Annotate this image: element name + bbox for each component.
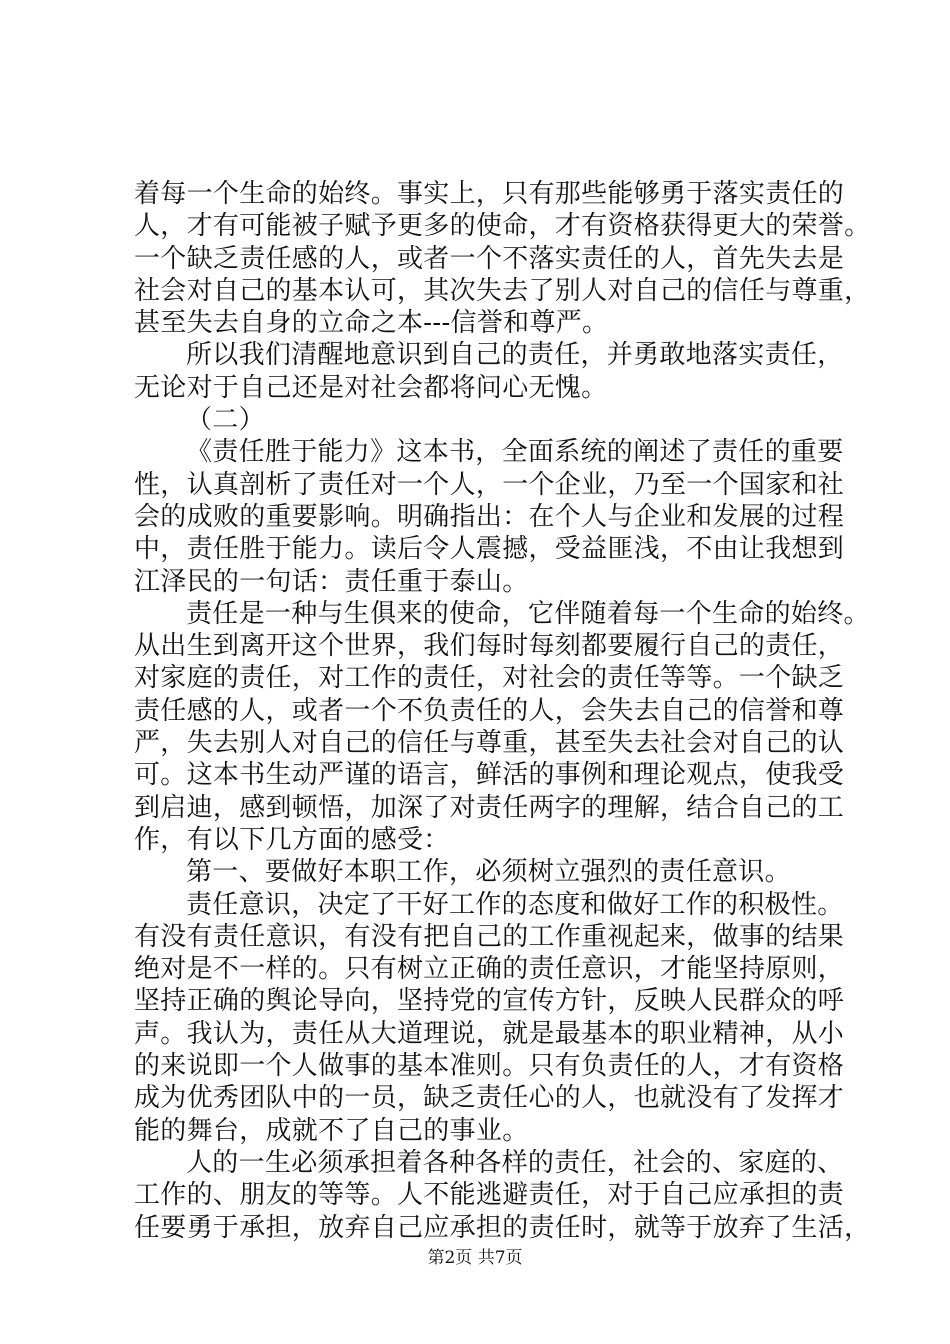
text-line: 作，有以下几方面的感受： xyxy=(134,824,450,855)
document-body xyxy=(134,178,871,1244)
text-line: 工作的、朋友的等等。人不能逃避责任，对于自己应承担的责 xyxy=(134,1180,845,1211)
text-line: 责任是一种与生俱来的使命，它伴随着每一个生命的始终。 xyxy=(186,598,870,629)
text-line: 所以我们清醒地意识到自己的责任，并勇敢地落实责任， xyxy=(186,340,844,371)
text-line: 性，认真剖析了责任对一个人，一个企业，乃至一个国家和社 xyxy=(134,469,845,500)
text-line: 责任意识，决定了干好工作的态度和做好工作的积极性。 xyxy=(186,889,844,920)
text-line: 能的舞台，成就不了自己的事业。 xyxy=(134,1115,529,1146)
page-footer: 第2页 共7页 xyxy=(427,1248,523,1268)
text-line: 任要勇于承担，放弃自己应承担的责任时，就等于放弃了生活， xyxy=(134,1212,871,1243)
text-line: 无论对于自己还是对社会都将问心无愧。 xyxy=(134,372,608,403)
text-line: 甚至失去自身的立命之本---信誉和尊严。 xyxy=(134,308,609,339)
text-line: 的来说即一个人做事的基本准则。只有负责任的人，才有资格 xyxy=(134,1051,845,1082)
text-line: 第一、要做好本职工作，必须树立强烈的责任意识。 xyxy=(186,857,791,888)
text-line: 声。我认为，责任从大道理说，就是最基本的职业精神，从小 xyxy=(134,1018,845,1049)
text-line: 到启迪，感到顿悟，加深了对责任两字的理解，结合自己的工 xyxy=(134,792,845,823)
text-line: 对家庭的责任，对工作的责任，对社会的责任等等。一个缺乏 xyxy=(134,663,845,694)
text-line: 人的一生必须承担着各种各样的责任，社会的、家庭的、 xyxy=(186,1147,844,1178)
text-line: 中，责任胜于能力。读后令人震撼，受益匪浅，不由让我想到 xyxy=(134,534,845,565)
text-line: 一个缺乏责任感的人，或者一个不落实责任的人，首先失去是 xyxy=(134,243,845,274)
text-line: 可。这本书生动严谨的语言，鲜活的事例和理论观点，使我受 xyxy=(134,760,845,791)
text-line: 坚持正确的舆论导向，坚持党的宣传方针，反映人民群众的呼 xyxy=(134,986,845,1017)
text-line: 人，才有可能被子赋予更多的使命，才有资格获得更大的荣誉。 xyxy=(134,211,871,242)
text-line: 责任感的人，或者一个不负责任的人，会失去自己的信誉和尊 xyxy=(134,695,845,726)
text-line: 着每一个生命的始终。事实上，只有那些能够勇于落实责任的 xyxy=(134,179,845,209)
text-line: （二） xyxy=(186,405,265,436)
text-line: 江泽民的一句话：责任重于泰山。 xyxy=(134,566,529,597)
text-line: 严，失去别人对自己的信任与尊重，甚至失去社会对自己的认 xyxy=(134,728,845,759)
text-line: 绝对是不一样的。只有树立正确的责任意识，才能坚持原则， xyxy=(134,954,845,985)
text-line: 从出生到离开这个世界，我们每时每刻都要履行自己的责任， xyxy=(134,631,845,662)
text-line: 会的成败的重要影响。明确指出：在个人与企业和发展的过程 xyxy=(134,501,845,532)
text-line: 《责任胜于能力》这本书，全面系统的阐述了责任的重要 xyxy=(186,437,844,468)
text-line: 成为优秀团队中的一员，缺乏责任心的人，也就没有了发挥才 xyxy=(134,1083,845,1114)
text-line: 社会对自己的基本认可，其次失去了别人对自己的信任与尊重， xyxy=(134,275,871,306)
text-line: 有没有责任意识，有没有把自己的工作重视起来，做事的结果 xyxy=(134,921,845,952)
